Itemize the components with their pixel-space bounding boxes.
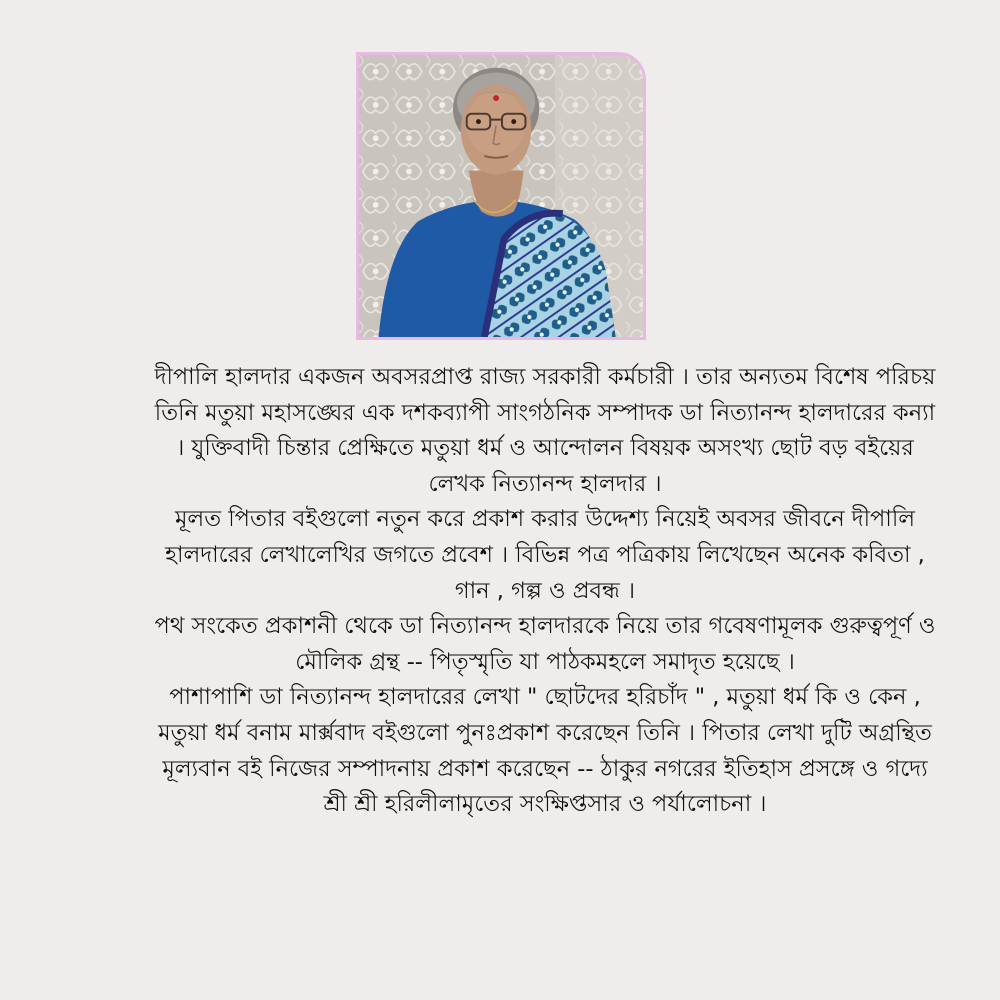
portrait-icon [359,55,643,337]
bio-paragraph-2: মূলত পিতার বইগুলো নতুন করে প্রকাশ করার উদ্দেশ্য নিয়েই অবসর জীবনে দীপালি হালদারের লেখালেখির জগতে প্রবেশ । বিভিন্ন পত্র পত্রিকায় লিখেছেন অনেক কবিতা , গান , গল্প ও প্রবন্ধ । [165,506,925,604]
bio-paragraph-1: দীপালি হালদার একজন অবসরপ্রাপ্ত রাজ্য সরকারী কর্মচারী । তার অন্যতম বিশেষ পরিচয় তিনি মতুয়া মহাসঙ্ঘের এক দশকব্যাপী সাংগঠনিক সম্পাদক ডা নিত্যানন্দ হালদারের কন্যা । যুক্তিবাদী চিন্তার প্রেক্ষিতে মতুয়া ধর্ম ও আন্দোলন বিষয়ক অসংখ্য ছোট বড় বইয়ের লেখক নিত্যানন্দ হালদার । [154,364,936,497]
bio-text [150,360,940,823]
bio-paragraph-4: পাশাপাশি ডা নিত্যানন্দ হালদারের লেখা " ছোটদের হরিচাঁদ " , মতুয়া ধর্ম কি ও কেন , মতুয়া ধর্ম বনাম মার্ক্সবাদ বইগুলো পুনঃপ্রকাশ করেছেন তিনি । পিতার লেখা দুটি অগ্রন্থিত মূল্যবান বই নিজের সম্পাদনায় প্রকাশ করেছেন -- ঠাকুর নগরের ইতিহাস প্রসঙ্গে ও গদ্যে শ্রী শ্রী হরিলীলামৃতের সংক্ষিপ্তসার ও পর্যালোচনা । [158,684,932,818]
bio-paragraph-3: পথ সংকেত প্রকাশনী থেকে ডা নিত্যানন্দ হালদারকে নিয়ে তার গবেষণামূলক গুরুত্বপূর্ণ ও মৌলিক গ্রন্থ -- পিতৃস্মৃতি যা পাঠকমহলে সমাদৃত হয়েছে । [154,613,936,675]
portrait-photo [356,52,646,340]
